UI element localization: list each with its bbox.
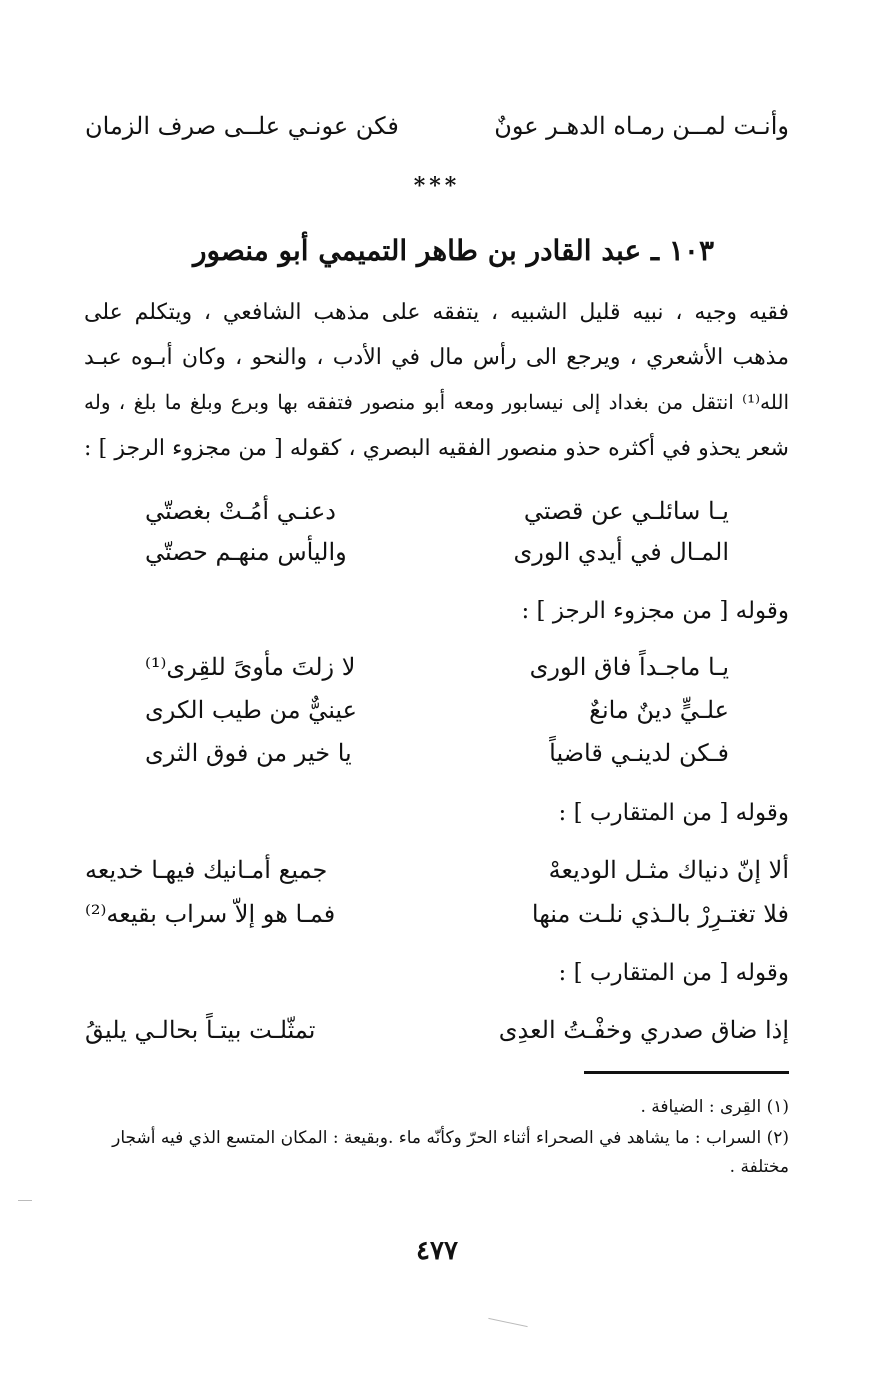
verse-first-hemistich: فـكن لدينـي قاضياً [549, 739, 729, 767]
poem-intro: وقوله [ من مجزوء الرجز ] : [521, 598, 789, 624]
verse-second-hemistich: فمـا هو إلاّ سراب بقيعه⁽²⁾ [85, 900, 336, 928]
bio-line: الله⁽¹⁾ انتقل من بغداد إلى نيسابور ومعه أبو منصور فتفقه بها وبرع وبلغ ما بلغ ، وله [84, 390, 789, 414]
poem-verse [85, 538, 789, 574]
scan-mark [18, 1200, 32, 1201]
bio-line: شعر يحذو في أكثره حذو منصور الفقيه البصري ، كقوله [ من مجزوء الرجز ] : [84, 436, 789, 461]
page-number: ٤٧٧ [416, 1236, 458, 1266]
verse-second-hemistich: فكن عونـي علــى صرف الزمان [85, 112, 399, 140]
verse-second-hemistich: واليأس منهـم حصتّي [145, 538, 347, 566]
verse-first-hemistich: يـا ماجـداً فاق الورى [529, 653, 729, 681]
footnote: (١) القِرى : الضيافة . [640, 1097, 789, 1117]
poem-verse [85, 497, 789, 533]
verse-second-hemistich: دعنـي أمُـتْ بغصتّي [145, 497, 336, 525]
verse-first-hemistich: ألا إنّ دنياك مثـل الوديعهْ [548, 856, 789, 884]
poem-verse [85, 900, 789, 936]
bio-line: فقيه وجيه ، نبيه قليل الشبيه ، يتفقه على مذهب الشافعي ، ويتكلم على [84, 300, 789, 325]
verse-first-hemistich: المـال في أيدي الورى [513, 538, 729, 566]
top-verse [85, 112, 789, 148]
poem-intro: وقوله [ من المتقارب ] : [558, 800, 789, 826]
footnote: (٢) السراب : ما يشاهد في الصحراء أثناء الحرّ وكأنّه ماء .وبقيعة : المكان المتسع الذي فيه أشجار [112, 1128, 789, 1148]
footnote-rule [584, 1071, 789, 1074]
scan-mark [488, 1318, 527, 1327]
poem-verse [85, 739, 789, 775]
poem-verse [85, 653, 789, 689]
verse-second-hemistich: جميع أمـانيك فيهـا خديعه [85, 856, 328, 884]
verse-first-hemistich: إذا ضاق صدري وخفْـتُ العدِى [498, 1016, 789, 1044]
verse-first-hemistich: وأنـت لمــن رمـاه الدهـر عونٌ [494, 112, 789, 140]
poem-verse [85, 1016, 789, 1052]
entry-heading: ١٠٣ ـ عبد القادر بن طاهر التميمي أبو منصور [193, 234, 714, 267]
verse-second-hemistich: لا زلتَ مأوىً للقِرى⁽¹⁾ [145, 653, 356, 681]
verse-first-hemistich: يـا سائلـي عن قصتي [523, 497, 729, 525]
verse-second-hemistich: عينيٌّ من طيب الكرى [145, 696, 357, 724]
verse-first-hemistich: فلا تغتـرِرْ بالـذي نلـت منها [531, 900, 789, 928]
poem-verse [85, 856, 789, 892]
section-separator: *** [413, 173, 461, 199]
verse-second-hemistich: يا خير من فوق الثرى [145, 739, 352, 767]
poem-intro: وقوله [ من المتقارب ] : [558, 960, 789, 986]
footnote: مختلفة . [729, 1157, 789, 1177]
verse-first-hemistich: علـيٍّ دينٌ مانعٌ [589, 696, 729, 724]
verse-second-hemistich: تمثّلـت بيتـاً بحالـي يليقُ [85, 1016, 316, 1044]
poem-verse [85, 696, 789, 732]
bio-line: مذهب الأشعري ، ويرجع الى رأس مال في الأدب ، والنحو ، وكان أبـوه عبـد [84, 345, 789, 370]
